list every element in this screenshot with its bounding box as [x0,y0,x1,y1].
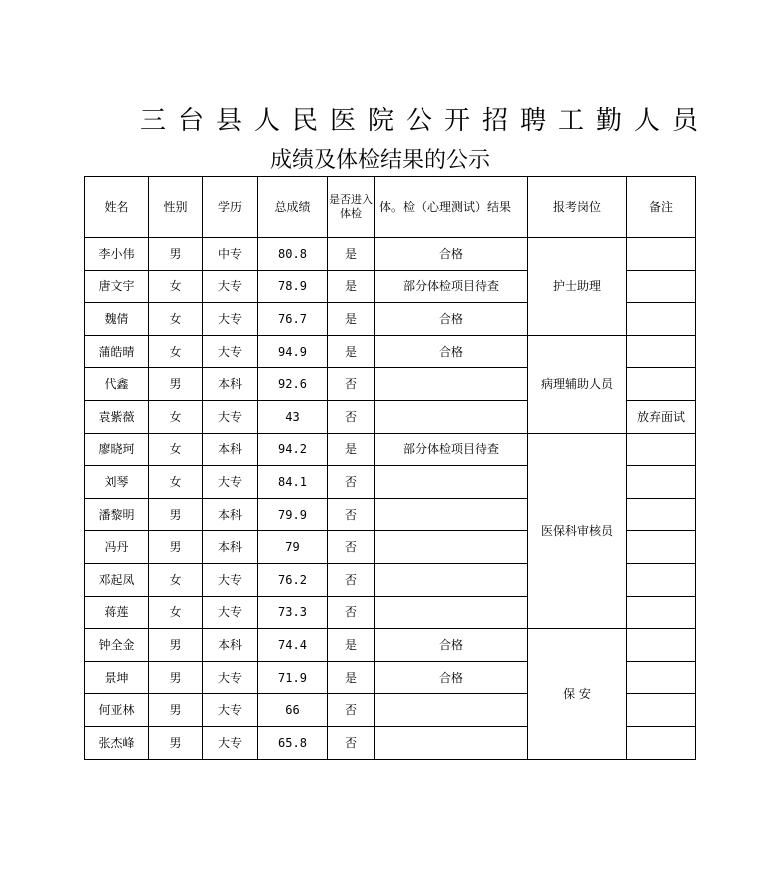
cell-education: 大专 [203,400,258,433]
cell-score: 79.9 [258,498,328,531]
cell-enter-exam: 否 [328,466,375,499]
header-education: 学历 [203,177,258,238]
cell-enter-exam: 否 [328,400,375,433]
header-enter-exam: 是否进入体检 [328,177,375,238]
cell-exam-result: 合格 [375,661,528,694]
cell-education: 本科 [203,629,258,662]
cell-exam-result: 合格 [375,238,528,271]
cell-name: 唐文宇 [85,270,149,303]
cell-enter-exam: 是 [328,270,375,303]
cell-education: 大专 [203,270,258,303]
cell-gender: 男 [149,498,203,531]
cell-remarks [627,335,696,368]
cell-name: 蒲皓晴 [85,335,149,368]
cell-exam-result [375,400,528,433]
cell-score: 74.4 [258,629,328,662]
header-position: 报考岗位 [528,177,627,238]
cell-gender: 女 [149,400,203,433]
cell-education: 本科 [203,368,258,401]
table-body [85,238,696,760]
cell-gender: 男 [149,368,203,401]
cell-score: 80.8 [258,238,328,271]
cell-remarks [627,726,696,759]
cell-name: 何亚林 [85,694,149,727]
cell-name: 袁紫薇 [85,400,149,433]
cell-name: 魏倩 [85,303,149,336]
cell-exam-result [375,596,528,629]
cell-gender: 女 [149,335,203,368]
table-row [85,335,696,368]
cell-remarks [627,498,696,531]
cell-position: 医保科审核员 [528,433,627,629]
cell-score: 92.6 [258,368,328,401]
cell-exam-result: 合格 [375,629,528,662]
cell-score: 66 [258,694,328,727]
cell-score: 71.9 [258,661,328,694]
cell-score: 94.2 [258,433,328,466]
cell-name: 邓起凤 [85,563,149,596]
cell-exam-result [375,368,528,401]
cell-enter-exam: 是 [328,661,375,694]
page-subtitle: 成绩及体检结果的公示 [270,148,491,173]
cell-name: 廖晓珂 [85,433,149,466]
cell-name: 代鑫 [85,368,149,401]
cell-gender: 女 [149,303,203,336]
table-row [85,238,696,271]
cell-score: 78.9 [258,270,328,303]
cell-gender: 男 [149,531,203,564]
cell-exam-result [375,694,528,727]
cell-position: 病理辅助人员 [528,335,627,433]
cell-exam-result [375,563,528,596]
cell-gender: 男 [149,661,203,694]
cell-education: 大专 [203,303,258,336]
cell-position: 保 安 [528,629,627,759]
page-title: 三台县人民医院公开招聘工勤人员 [140,106,711,136]
results-table [84,176,696,760]
cell-remarks [627,270,696,303]
cell-gender: 女 [149,563,203,596]
cell-score: 94.9 [258,335,328,368]
cell-enter-exam: 否 [328,694,375,727]
cell-score: 43 [258,400,328,433]
cell-education: 中专 [203,238,258,271]
cell-enter-exam: 是 [328,238,375,271]
cell-exam-result: 合格 [375,335,528,368]
cell-score: 76.7 [258,303,328,336]
cell-gender: 女 [149,466,203,499]
cell-remarks [627,661,696,694]
cell-name: 潘黎明 [85,498,149,531]
header-remarks: 备注 [627,177,696,238]
cell-education: 本科 [203,531,258,564]
cell-enter-exam: 是 [328,335,375,368]
cell-remarks: 放弃面试 [627,400,696,433]
cell-remarks [627,368,696,401]
cell-remarks [627,531,696,564]
cell-gender: 男 [149,726,203,759]
cell-remarks [627,303,696,336]
cell-gender: 男 [149,238,203,271]
cell-name: 刘琴 [85,466,149,499]
cell-education: 大专 [203,726,258,759]
cell-remarks [627,629,696,662]
cell-education: 本科 [203,498,258,531]
cell-enter-exam: 否 [328,531,375,564]
cell-remarks [627,596,696,629]
cell-remarks [627,466,696,499]
table-row [85,629,696,662]
cell-exam-result: 部分体检项目待查 [375,433,528,466]
cell-enter-exam: 否 [328,498,375,531]
cell-score: 84.1 [258,466,328,499]
cell-name: 李小伟 [85,238,149,271]
cell-gender: 男 [149,629,203,662]
cell-score: 73.3 [258,596,328,629]
cell-enter-exam: 是 [328,433,375,466]
cell-remarks [627,563,696,596]
header-exam-result: 体。检（心理测试）结果 [375,177,528,238]
cell-enter-exam: 否 [328,726,375,759]
cell-education: 本科 [203,433,258,466]
cell-enter-exam: 否 [328,596,375,629]
cell-name: 张杰峰 [85,726,149,759]
cell-gender: 女 [149,270,203,303]
cell-remarks [627,694,696,727]
cell-exam-result [375,531,528,564]
cell-exam-result [375,726,528,759]
cell-position: 护士助理 [528,238,627,336]
cell-enter-exam: 是 [328,629,375,662]
cell-name: 冯丹 [85,531,149,564]
cell-score: 76.2 [258,563,328,596]
cell-exam-result: 合格 [375,303,528,336]
cell-score: 65.8 [258,726,328,759]
cell-gender: 男 [149,694,203,727]
cell-remarks [627,433,696,466]
cell-name: 蒋莲 [85,596,149,629]
cell-enter-exam: 否 [328,368,375,401]
cell-exam-result [375,466,528,499]
table-row [85,433,696,466]
cell-score: 79 [258,531,328,564]
cell-exam-result: 部分体检项目待查 [375,270,528,303]
cell-education: 大专 [203,466,258,499]
cell-education: 大专 [203,661,258,694]
cell-education: 大专 [203,563,258,596]
cell-education: 大专 [203,694,258,727]
cell-enter-exam: 是 [328,303,375,336]
cell-remarks [627,238,696,271]
header-score: 总成绩 [258,177,328,238]
cell-exam-result [375,498,528,531]
cell-enter-exam: 否 [328,563,375,596]
cell-gender: 女 [149,433,203,466]
cell-name: 景坤 [85,661,149,694]
header-gender: 性别 [149,177,203,238]
cell-education: 大专 [203,596,258,629]
header-name: 姓名 [85,177,149,238]
cell-gender: 女 [149,596,203,629]
cell-name: 钟全金 [85,629,149,662]
cell-education: 大专 [203,335,258,368]
